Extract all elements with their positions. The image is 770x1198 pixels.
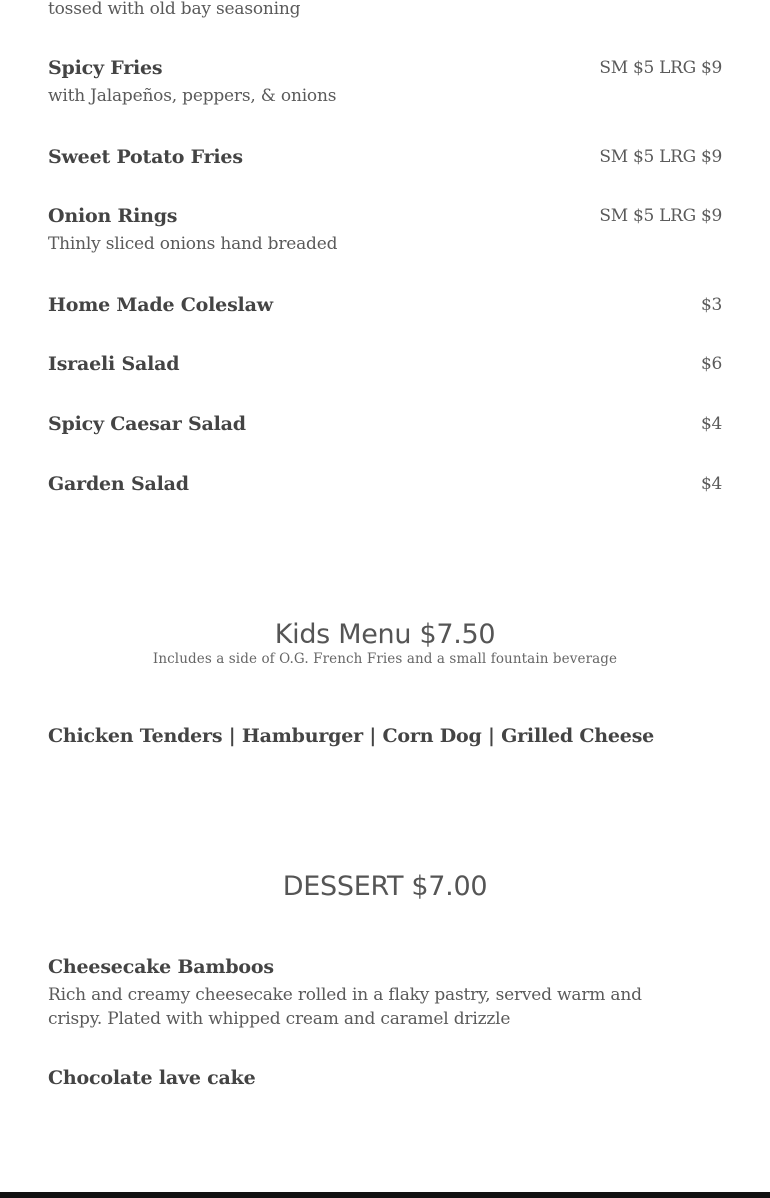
item-description: Rich and creamy cheesecake rolled in a flaky pastry, served warm and crispy. Plated with whipped cream and caramel drizzle bbox=[48, 985, 642, 1029]
menu-item-israeli-salad bbox=[48, 352, 722, 376]
menu-item-coleslaw bbox=[48, 293, 722, 317]
menu-item-cheesecake-bamboos bbox=[48, 955, 658, 1031]
item-price: $6 bbox=[700, 354, 722, 374]
item-price: $3 bbox=[700, 295, 722, 315]
kids-menu-title: Kids Menu $7.50 bbox=[274, 619, 496, 650]
kids-menu-items: Chicken Tenders | Hamburger | Corn Dog | Grilled Cheese bbox=[48, 725, 655, 747]
item-name: Spicy Caesar Salad bbox=[48, 413, 246, 435]
kids-menu-subtitle: Includes a side of O.G. French Fries and a small fountain beverage bbox=[152, 651, 618, 667]
item-price: SM $5 LRG $9 bbox=[599, 206, 722, 226]
item-description: with Jalapeños, peppers, & onions bbox=[48, 86, 337, 106]
menu-item-spicy-caesar-salad bbox=[48, 412, 722, 436]
item-price: SM $5 LRG $9 bbox=[599, 147, 722, 167]
item-name: Onion Rings bbox=[48, 205, 178, 227]
menu-item-garden-salad bbox=[48, 472, 722, 496]
item-name: Israeli Salad bbox=[48, 353, 180, 375]
menu-item-chocolate-lave-cake bbox=[48, 1066, 722, 1090]
item-name: Spicy Fries bbox=[48, 57, 163, 79]
item-description: Thinly sliced onions hand breaded bbox=[48, 234, 338, 254]
item-name: Home Made Coleslaw bbox=[48, 294, 273, 316]
menu-item-sweet-potato-fries bbox=[48, 145, 722, 169]
item-name: Garden Salad bbox=[48, 473, 189, 495]
item-name: Cheesecake Bamboos bbox=[48, 956, 274, 978]
item-price: $4 bbox=[700, 474, 722, 494]
menu-item-spicy-fries bbox=[48, 56, 722, 108]
item-description: tossed with old bay seasoning bbox=[48, 0, 301, 19]
page-bottom-border bbox=[0, 1192, 770, 1198]
menu-item-onion-rings bbox=[48, 204, 722, 256]
item-name: Chocolate lave cake bbox=[48, 1067, 256, 1089]
item-name: Sweet Potato Fries bbox=[48, 146, 243, 168]
dessert-title: DESSERT $7.00 bbox=[282, 871, 488, 902]
item-price: $4 bbox=[700, 414, 722, 434]
item-price: SM $5 LRG $9 bbox=[599, 58, 722, 78]
